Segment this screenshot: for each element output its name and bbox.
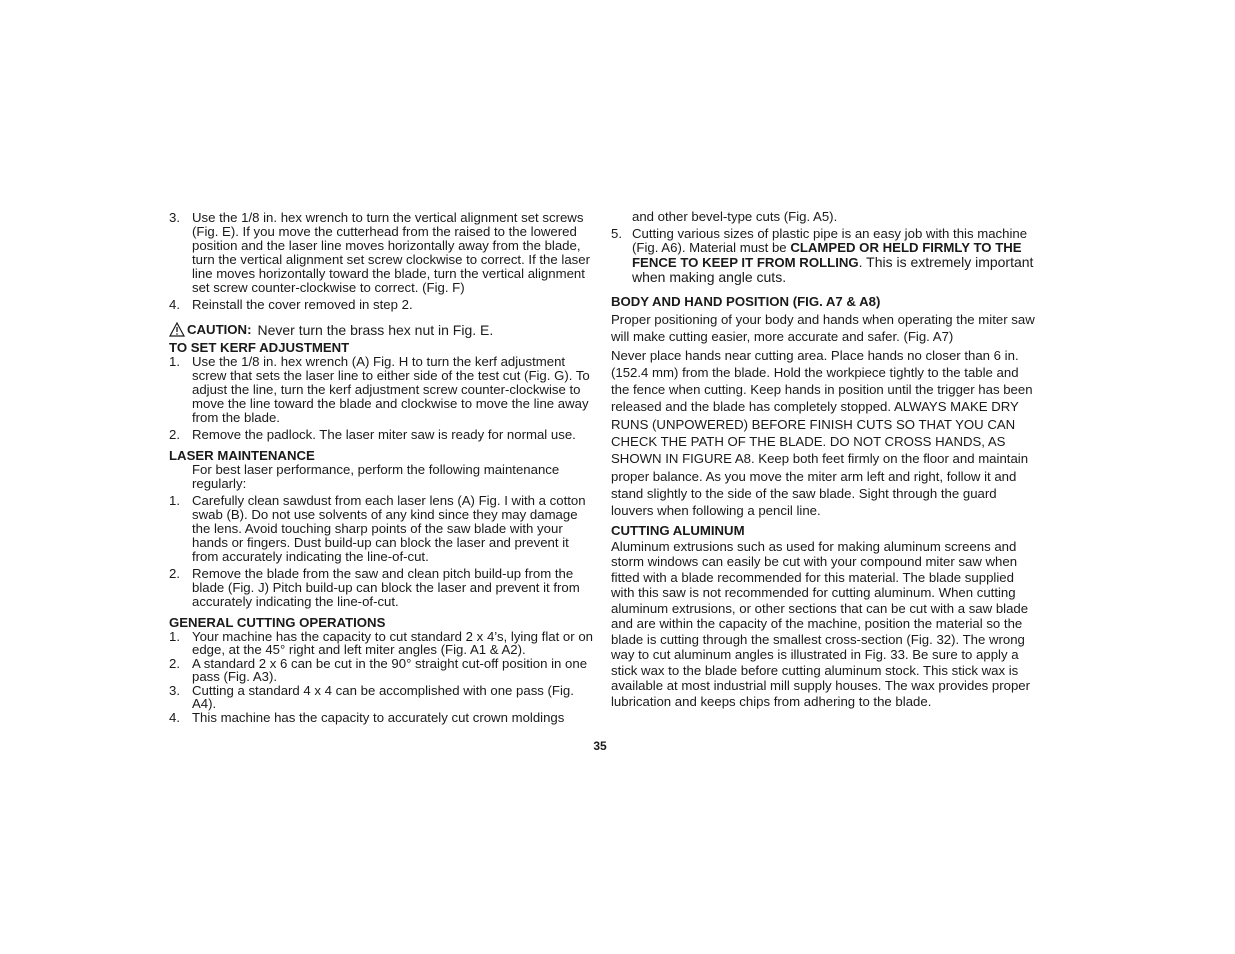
list-item	[169, 684, 594, 710]
page-number: 35	[593, 739, 607, 753]
list-item	[169, 711, 594, 725]
item-text: Reinstall the cover removed in step 2.	[192, 297, 413, 312]
section-heading-body: BODY AND HAND POSITION (FIG. A7 & A8)	[611, 294, 881, 309]
list-item	[169, 355, 594, 425]
list-item	[169, 428, 594, 442]
item-number: 3.	[169, 210, 180, 225]
list-item	[169, 630, 594, 656]
item-number: 2.	[169, 427, 180, 442]
body-paragraph-1: Proper positioning of your body and hands when operating the miter saw will make cutting easier, more accurate and safer. (Fig. A7)	[611, 312, 1035, 345]
list-item	[169, 657, 594, 683]
list-item	[169, 567, 594, 609]
left-column	[169, 211, 594, 728]
item-text-tail: . This is extremely important when making angle cuts.	[632, 254, 1034, 285]
caution-note	[169, 322, 594, 337]
item-text	[632, 227, 1036, 285]
item-number: 2.	[169, 656, 180, 671]
item-number: 4.	[169, 710, 180, 725]
caution-label: CAUTION:	[187, 321, 252, 337]
warning-triangle-icon	[169, 322, 185, 337]
body-paragraph-2: Never place hands near cutting area. Place hands no closer than 6 in. (152.4 mm) from the blade. Hold the workpiece tightly to the table and the fence when cutting. Keep hands in position until the trigger has been released and the blade has completely stopped. ALWAYS MAKE DRY RUNS (UNPOWERED) BEFORE FINISH CUTS SO THAT YOU CAN CHECK THE PATH OF THE BLADE. DO NOT CROSS HANDS, AS SHOWN IN FIGURE A8. Keep both feet firmly on the floor and maintain proper balance. As you move the miter arm left and right, follow it and stand slightly to the side of the saw blade. Sight through the guard louvers when following a pencil line.	[611, 347, 1033, 519]
list-item	[611, 227, 1036, 285]
right-column	[611, 210, 1036, 709]
item-number: 4.	[169, 297, 180, 312]
item-text: A standard 2 x 6 can be cut in the 90° straight cut-off position in one pass (Fig. A3).	[192, 656, 588, 684]
item-text: Your machine has the capacity to cut standard 2 x 4’s, lying flat or on edge, at the 45° right and left miter angles (Fig. A1 & A2).	[192, 629, 593, 657]
item-number: 2.	[169, 566, 180, 581]
list-item	[169, 494, 594, 564]
item-number: 1.	[169, 629, 180, 644]
item-text: Remove the blade from the saw and clean pitch build-up from the blade (Fig. J) Pitch build-up can block the laser and prevent it from accurately indicating the line-of-cut.	[192, 566, 580, 609]
item-text: Carefully clean sawdust from each laser lens (A) Fig. I with a cotton swab (B). Do not use solvents of any kind since they may damage the lens. Avoid touching sharp points of the saw blade with your hands or fingers. Dust build-up can block the laser and prevent it from accurately indicating the line-of-cut.	[192, 493, 586, 564]
caution-text: Never turn the brass hex nut in Fig. E.	[257, 321, 494, 338]
section-heading-aluminum: CUTTING ALUMINUM	[611, 522, 745, 538]
item-number: 5.	[611, 226, 622, 241]
list-item	[169, 298, 594, 312]
continuation-text: and other bevel-type cuts (Fig. A5).	[632, 209, 838, 224]
aluminum-paragraph: Aluminum extrusions such as used for making aluminum screens and storm windows can easily be cut with your compound miter saw when fitted with a blade recommended for this material. The blade supplied with this saw is not recommended for cutting aluminum. When cutting aluminum extrusions, or other sections that can be cut with a saw blade and are within the capacity of the machine, position the material so the blade is cutting through the smallest cross-section (Fig. 32). The wrong way to cut aluminum angles is illustrated in Fig. 33. Be sure to apply a stick wax to the blade before cutting aluminum stock. This stick wax is available at most industrial mill supply houses. The wax provides proper lubrication and keeps chips from adhering to the blade.	[611, 538, 1031, 709]
section-heading-general: GENERAL CUTTING OPERATIONS	[169, 615, 386, 630]
item-number: 1.	[169, 354, 180, 369]
item-text-plain: Cutting various sizes of plastic pipe is an easy job with this machine (Fig. A6). Material must be	[632, 226, 1028, 255]
item-text: Cutting a standard 4 x 4 can be accomplished with one pass (Fig. A4).	[192, 683, 574, 711]
item-text: Use the 1/8 in. hex wrench to turn the vertical alignment set screws (Fig. E). If you move the cutterhead from the raised to the lowered position and the laser line moves horizontally away from the blade, turn the vertical alignment set screw clockwise to correct. If the laser line moves horizontally toward the blade, turn the vertical alignment set screw counter-clockwise to correct. (Fig. F)	[192, 210, 590, 295]
item-text: This machine has the capacity to accurately cut crown moldings	[192, 710, 565, 725]
item-number: 3.	[169, 683, 180, 698]
item-number: 1.	[169, 493, 180, 508]
item-text-bold: CLAMPED OR HELD FIRMLY TO THE FENCE TO KEEP IT FROM ROLLING	[632, 240, 1022, 270]
item-text: Use the 1/8 in. hex wrench (A) Fig. H to turn the kerf adjustment screw that sets the laser line to either side of the test cut (Fig. G). To adjust the line, turn the kerf adjustment screw counter-clockwise to move the line toward the blade and clockwise to move the line away from the blade.	[192, 354, 590, 425]
section-heading-laser: LASER MAINTENANCE	[169, 448, 315, 463]
item-text: Remove the padlock. The laser miter saw is ready for normal use.	[192, 427, 576, 442]
list-item	[169, 211, 594, 295]
section-heading-kerf: TO SET KERF ADJUSTMENT	[169, 340, 350, 355]
laser-intro: For best laser performance, perform the following maintenance regularly:	[192, 462, 560, 491]
